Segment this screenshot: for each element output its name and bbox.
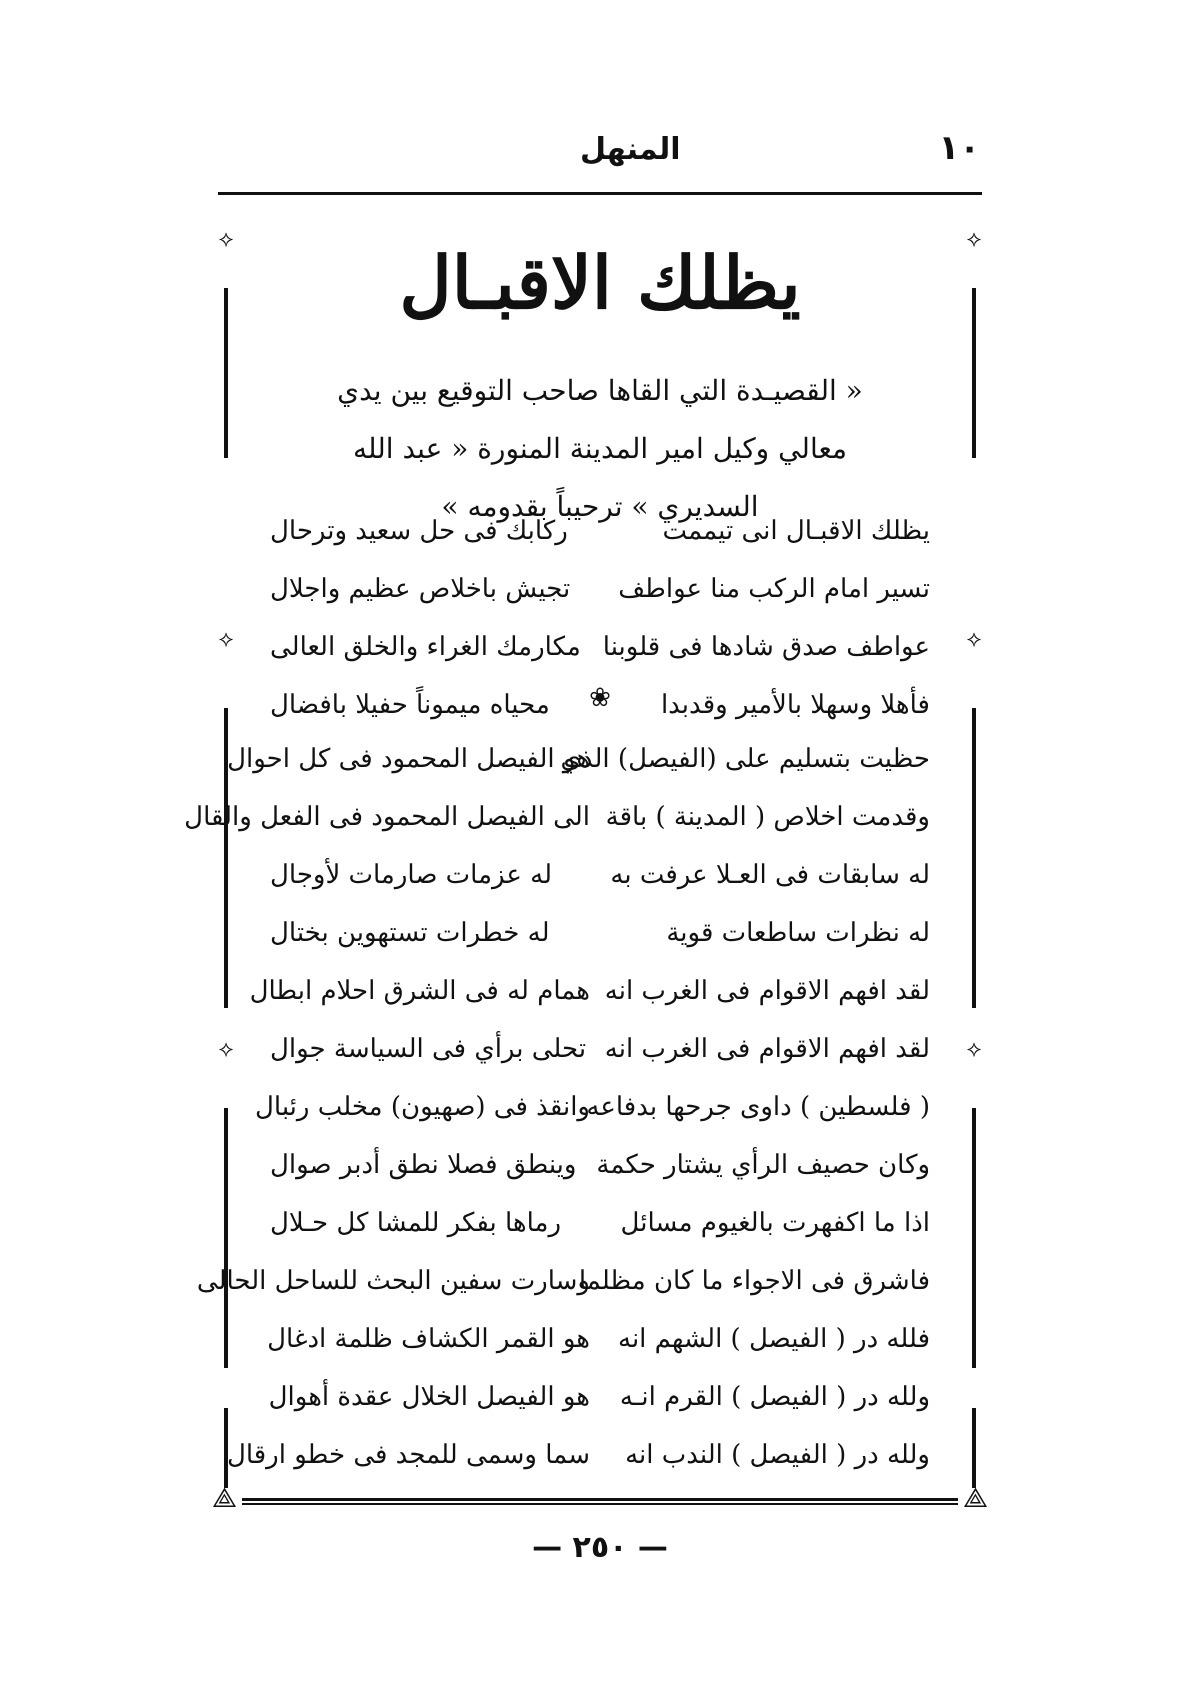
verse [270,618,930,676]
verse-first-hemistich: فاشرق فى الاجواء ما كان مظلما [578,1266,930,1296]
verse [267,1310,930,1368]
verse-second-hemistich: مكارمك الغراء والخلق العالى [270,632,581,662]
verse-first-hemistich: حظيت بتسليم على (الفيصل) الذي [560,744,930,774]
frame-ornament-icon: ⟡ [218,1037,234,1062]
verse-first-hemistich: فأهلا وسهلا بالأمير وقدبدا [660,690,930,720]
verse [270,1368,930,1426]
verse-first-hemistich: يظلك الاقبـال انى تيممت [662,516,930,546]
verse-second-hemistich: هو الفيصل المحمود فى كل احوال [227,744,590,774]
frame-corner-right-icon: ⟁ [963,1481,988,1514]
journal-name: المنهل [580,132,681,167]
verse-first-hemistich: وقدمت اخلاص ( المدينة ) باقة [605,802,930,832]
header-rule [218,192,982,195]
page-header [220,128,980,176]
verse-first-hemistich: وكان حصيف الرأي يشتار حكمة [596,1150,930,1180]
verse-first-hemistich: اذا ما اكفهرت بالغيوم مسائل [620,1208,930,1238]
verse-first-hemistich: تسير امام الركب منا عواطف [618,574,930,604]
verse [249,962,930,1020]
verse-first-hemistich: فلله در ( الفيصل ) الشهم انه [618,1324,930,1354]
verse-second-hemistich: همام له فى الشرق احلام ابطال [249,976,590,1006]
frame-ornament-icon: ⟡ [966,1037,982,1062]
frame-corner-left-icon: ⟁ [212,1481,237,1514]
verse [196,1252,930,1310]
verse [270,1020,930,1078]
verse-second-hemistich: وينطق فصلا نطق أدبر صوال [270,1150,577,1180]
verse-second-hemistich: تحلى برأي فى السياسة جوال [270,1034,587,1064]
verse-second-hemistich: وانقذ فى (صهيون) مخلب رئبال [255,1092,590,1122]
intro-line: معالي وكيل امير المدينة المنورة « عبد الله [352,432,848,465]
verse [270,1136,930,1194]
poem-title: يظلك الاقبـال [399,240,801,325]
frame-ornament-icon: ⟡ [966,227,982,252]
verse [184,788,930,846]
verse-first-hemistich: عواطف صدق شادها فى قلوبنا [602,632,930,662]
verse-first-hemistich: له نظرات ساطعات قوية [666,918,930,948]
poem-part-2 [184,730,930,1484]
verse-first-hemistich: لقد افهم الاقوام فى الغرب انه [604,1034,930,1064]
page-number-top: ١٠ [938,128,980,168]
verse-first-hemistich: ( فلسطين ) داوى جرحها بدفاعه [586,1092,930,1122]
frame-ornament-icon: ⟡ [218,227,234,252]
verse-second-hemistich: محياه ميموناً حفيلا بافضال [270,690,550,720]
verse-second-hemistich: تجيش باخلاص عظيم واجلال [270,574,571,604]
verse [270,560,930,618]
verse-second-hemistich: له عزمات صارمات لأوجال [270,860,552,890]
verse [255,1078,930,1136]
verse [270,502,930,560]
frame-ornament-icon: ⟡ [218,627,234,652]
verse-second-hemistich: هو القمر الكشاف ظلمة ادغال [267,1324,590,1354]
verse [270,904,930,962]
intro-line: « القصيـدة التي القاها صاحب التوقيع بين يدي [337,374,863,407]
verse [226,1426,930,1484]
verse [227,730,930,788]
verse-second-hemistich: له خطرات تستهوين بختال [270,918,550,948]
frame-bottom-border [212,1481,988,1514]
verse-second-hemistich: سما وسمى للمجد فى خطو ارقال [226,1440,590,1470]
verse-second-hemistich: رماها بفكر للمشا كل حـلال [270,1208,562,1238]
verse-first-hemistich: ولله در ( الفيصل ) القرم انـه [619,1382,930,1412]
verse [270,1194,930,1252]
verse-second-hemistich: وسارت سفين البحث للساحل الحالى [196,1266,590,1296]
verse-second-hemistich: هو الفيصل الخلال عقدة أهوال [268,1382,590,1412]
frame-ornament-icon: ⟡ [966,627,982,652]
frame-right-border [966,227,982,1500]
verse-first-hemistich: له سابقات فى العـلا عرفت به [610,860,930,890]
verse-second-hemistich: ركابك فى حل سعيد وترحال [270,516,568,546]
section-divider-icon: ❀ [589,683,611,713]
page-number-bottom: — ٢٥٠ — [532,1530,668,1565]
intro-line: السديري » ترحيباً بقدومه » [441,490,759,523]
verse [270,846,930,904]
verse-first-hemistich: ولله در ( الفيصل ) الندب انه [625,1440,930,1470]
verse-second-hemistich: الى الفيصل المحمود فى الفعل والقال [184,802,590,832]
verse-first-hemistich: لقد افهم الاقوام فى الغرب انه [604,976,930,1006]
